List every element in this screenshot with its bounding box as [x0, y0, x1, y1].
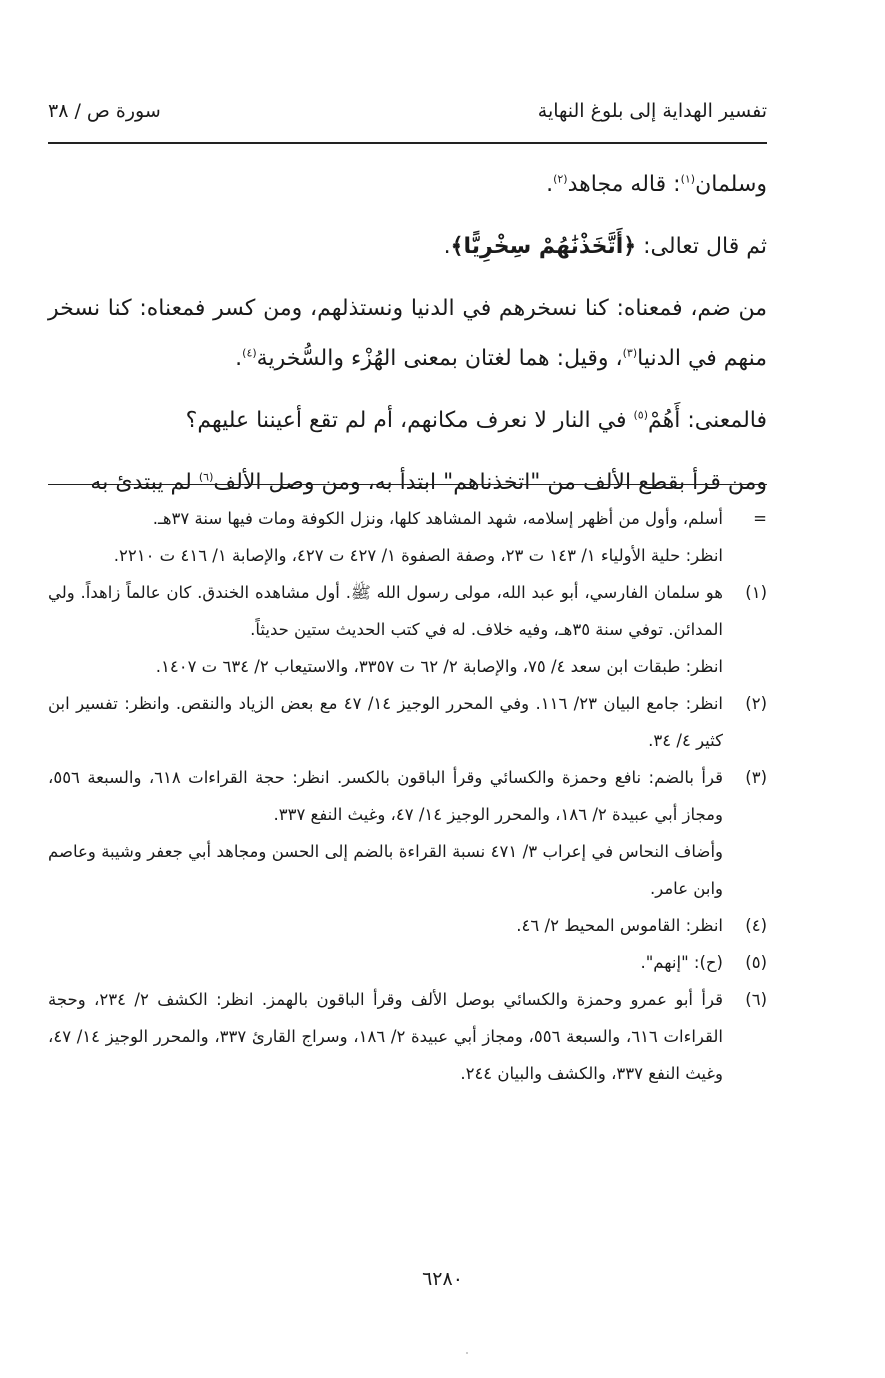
page-number: ٦٢٨٠	[422, 1268, 463, 1290]
footnote-line: انظر: القاموس المحيط ٢/ ٤٦.	[516, 916, 723, 935]
footnote-5	[48, 944, 767, 981]
footnote-ref: (٥)	[633, 408, 648, 422]
scan-speck	[466, 1352, 468, 1354]
paragraph-text: ثم قال تعالى:	[636, 234, 767, 259]
footnote-continued	[48, 500, 767, 574]
footnote-3	[48, 759, 767, 907]
footnote-6	[48, 981, 767, 1092]
book-title: تفسير الهداية إلى بلوغ النهاية	[537, 100, 767, 122]
footnote-line: أسلم، وأول من أظهر إسلامه، شهد المشاهد كلها، ونزل الكوفة ومات فيها سنة ٣٧هـ.	[152, 509, 723, 528]
footnote-ref: (٦)	[198, 470, 214, 484]
paragraph-text: في النار لا نعرف مكانهم، أم لم تقع أعيننا عليهم؟	[185, 408, 634, 433]
footnote-number: =	[753, 509, 767, 528]
paragraph-text: فالمعنى: أَهُمْ	[648, 408, 767, 433]
footnote-2	[48, 685, 767, 759]
paragraph-4	[48, 396, 767, 446]
footnote-ref: (٣)	[622, 346, 638, 360]
footnote-line: قرأ بالضم: نافع وحمزة والكسائي وقرأ الباقون بالكسر. انظر: حجة القراءات ٦١٨، والسبعة ٥٥٦، ومجاز أبي عبيدة ٢/ ١٨٦، والمحرر الوجيز ١٤/ ٤٧، وغيث النفع ٣٣٧.	[48, 768, 723, 824]
footnote-number: (٣)	[745, 768, 767, 787]
running-header	[48, 100, 767, 134]
paragraph-text: .	[443, 234, 451, 259]
paragraph-1	[48, 160, 767, 210]
paragraph-text: .	[546, 172, 554, 197]
paragraph-3	[48, 284, 767, 384]
paragraph-text: من ضم، فمعناه: كنا نسخرهم في الدنيا ونستذلهم، ومن كسر فمعناه: كنا نسخر منهم في الدنيا	[48, 296, 767, 371]
quran-verse: ﴿أَتَّخَذْنَٰهُمْ سِخْرِيًّا﴾	[450, 234, 637, 259]
footnote-line: انظر: حلية الأولياء ١/ ١٤٣ ت ٢٣، وصفة الصفوة ١/ ٤٢٧ ت ٤٢٧، والإصابة ١/ ٤١٦ ت ٢٢١٠.	[113, 546, 723, 565]
header-divider	[48, 142, 767, 144]
footnote-1	[48, 574, 767, 685]
paragraph-text: .	[235, 346, 243, 371]
footnote-number: (٦)	[745, 990, 767, 1009]
paragraph-text: وسلمان	[695, 172, 767, 197]
footnote-ref: (٤)	[242, 346, 257, 360]
paragraph-text: ، وقيل: هما لغتان بمعنى الهُزْء والسُّخرية	[256, 346, 623, 371]
footnote-ref: (١)	[680, 172, 696, 186]
main-text	[48, 160, 767, 520]
footnote-line: هو سلمان الفارسي، أبو عبد الله، مولى رسول الله ﷺ. أول مشاهده الخندق. كان عالماً زاهداً. ولي المدائن. توفي سنة ٣٥هـ، وفيه خلاف. له في كتب الحديث ستين حديثاً.	[48, 583, 723, 639]
paragraph-text: لم يبتدئ به	[90, 470, 199, 495]
footnote-line: قرأ أبو عمرو وحمزة والكسائي بوصل الألف وقرأ الباقون بالهمز. انظر: الكشف ٢/ ٢٣٤، وحجة القراءات ٦١٦، والسبعة ٥٥٦، ومجاز أبي عبيدة ٢/ ١٨٦، وسراج القارئ ٣٣٧، والمحرر الوجيز ١٤/ ٤٧، وغيث النفع ٣٣٧، والكشف والبيان ٢٤٤.	[48, 990, 723, 1083]
paragraph-text: : قاله مجاهد	[567, 172, 681, 197]
footnotes	[48, 500, 767, 1092]
footnote-line: (ح): "إنهم".	[640, 953, 723, 972]
footnote-line: وأضاف النحاس في إعراب ٣/ ٤٧١ نسبة القراءة بالضم إلى الحسن ومجاهد أبي جعفر وشيبة وعاصم وابن عامر.	[48, 842, 723, 898]
footnote-line: انظر: جامع البيان ٢٣/ ١١٦. وفي المحرر الوجيز ١٤/ ٤٧ مع بعض الزياد والنقص. وانظر: تفسير ابن كثير ٤/ ٣٤.	[48, 694, 723, 750]
footnote-number: (٢)	[745, 694, 767, 713]
footnote-ref: (٢)	[553, 172, 568, 186]
footnote-number: (١)	[745, 583, 767, 602]
footnote-number: (٥)	[745, 953, 767, 972]
footnote-divider	[48, 484, 767, 485]
footnote-4	[48, 907, 767, 944]
footnote-number: (٤)	[745, 916, 767, 935]
paragraph-2	[48, 222, 767, 272]
footnote-line: انظر: طبقات ابن سعد ٤/ ٧٥، والإصابة ٢/ ٦٢ ت ٣٣٥٧، والاستيعاب ٢/ ٦٣٤ ت ١٤٠٧.	[155, 657, 723, 676]
paragraph-text: ومن قرأ بقطع الألف من "اتخذناهم" ابتدأ به، ومن وصل الألف	[213, 470, 767, 495]
surah-page-label: سورة ص / ٣٨	[48, 100, 161, 122]
